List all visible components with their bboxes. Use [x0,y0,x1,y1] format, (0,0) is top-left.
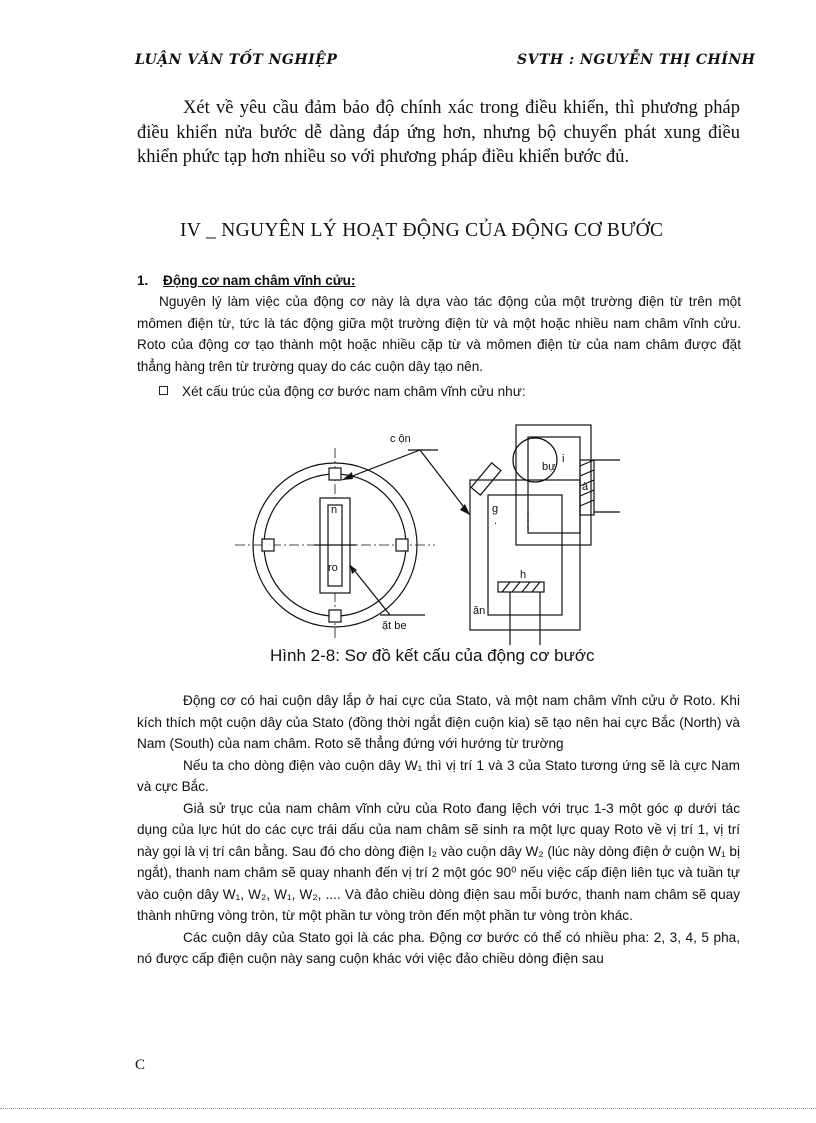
stepper-motor-diagram [230,420,589,645]
label-coil: c ộn [390,433,411,445]
body-text [137,690,740,970]
paragraph-pm: Nguyên lý làm việc của động cơ này là dựa vào tác động của một trường điện từ trên một mômen điện từ, tức là tác động giữa một trường điện từ và một hoặc nhiều nam châm vĩnh cửu. Roto của động cơ tạo thành một hoặc nhiều cặp từ và mômen điện từ của nam châm được đặt thẳng hàng trên từ trường quay do các cuộn dây tạo nên. [137,294,741,374]
label-dot: . [494,515,498,527]
yoke-inner [488,495,562,615]
leader-line [350,565,390,615]
pole-bottom [329,610,341,622]
label-g: g [492,503,499,515]
bullet-item: Xét cấu trúc của động cơ bước nam châm vĩnh cửu như: [159,381,526,403]
leader-line [420,450,470,515]
footer-mark: C [135,1057,146,1073]
pole-right [396,539,408,551]
label-bu: bự [542,461,556,473]
coil-frame-inner [528,437,580,533]
body-paragraph: Nếu ta cho dòng điện vào cuộn dây W₁ thì vị trí 1 và 3 của Stato tương ứng sẽ là cực Nam và cực Bắc. [137,757,740,794]
figure-caption: Hình 2-8: Sơ đồ kết cấu của động cơ bước [270,646,595,665]
section-title: IV _ NGUYÊN LÝ HOẠT ĐỘNG CỦA ĐỘNG CƠ BƯỚC [180,220,664,241]
label-i: i [562,453,565,465]
intro-paragraph: Xét về yêu cầu đảm bảo độ chính xác trong điều khiển, thì phương pháp điều khiển nửa bước dễ dàng đáp ứng hơn, nhưng bộ chuyển phát xung điều khiển phức tạp hơn nhiều so với phương pháp điều khiển bước đủ. [137,98,740,167]
pole-left [262,539,274,551]
body-paragraph: Giả sử trục của nam châm vĩnh cửu của Roto đang lệch với trục 1-3 một góc φ dưới tác dụng của lực hút do các cực trái dấu của nam châm sẽ sinh ra một lực quay Roto về vị trí 1, vị trí này gọi là vị trí cân bằng. Sau đó cho dòng điện I₂ vào cuộn dây W₂ (lúc này dòng điện ở cuộn W₁ bị ngắt), thanh nam châm sẽ quay nhanh đến vị trí 2 một góc 90⁰ nếu việc cấp điện liên tục và tuần tự vào cuộn dây W₁, W₂, W₁, W₂, .... Và đảo chiều dòng điện sau mỗi bước, thanh nam châm sẽ quay thành những vòng tròn, từ một phần tư vòng tròn đến một phần tư vòng tròn khác. [137,800,740,923]
subsection-number: 1. [137,273,149,288]
yoke-outer [470,480,580,630]
label-h: h [520,569,527,581]
page-divider [0,1108,816,1109]
body-paragraph: Các cuộn dây của Stato gọi là các pha. Động cơ bước có thể có nhiều pha: 2, 3, 4, 5 pha, nó được cấp điện cuộn này sang cuộn khác với việc đảo chiều dòng điện sau [137,929,740,966]
subsection-heading [137,270,355,292]
tilted-magnet [471,463,501,495]
rotor-circle [513,438,557,482]
label-n: n [331,504,338,516]
header-left: LUẬN VĂN TỐT NGHIỆP [135,52,338,68]
label-a: à [582,481,589,493]
label-ro: ro [328,562,338,574]
subsection-title: Động cơ nam châm vĩnh cửu: [163,273,356,288]
body-paragraph: Động cơ có hai cuộn dây lắp ở hai cực của Stato, và một nam châm vĩnh cửu ở Roto. Khi kích thích một cuộn dây của Stato (đồng thời ngắt điện cuộn kia) sẽ tạo nên hai cực Bắc (North) và Nam (South) của nam châm. Roto sẽ thẳng đứng với hướng từ trường [137,693,740,751]
pole-top [329,468,341,480]
label-an: ăn [473,605,486,617]
header-right: SVTH : NGUYỄN THỊ CHÍNH [517,52,756,68]
hatched-coil-bottom [498,582,544,592]
checkbox-bullet-icon [159,386,168,395]
label-atbe: ặt be [382,620,407,632]
